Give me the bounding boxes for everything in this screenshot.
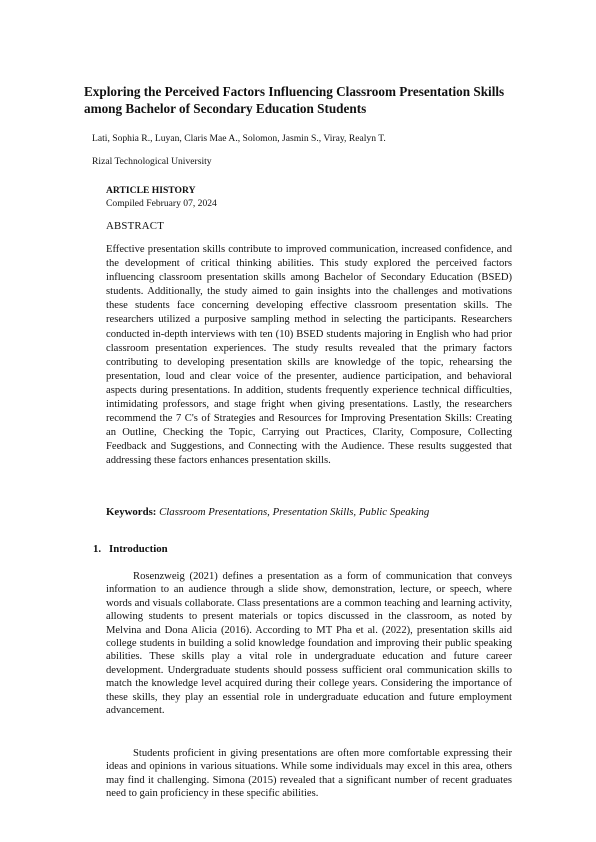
compiled-date: Compiled February 07, 2024 [106, 198, 217, 209]
paper-title: Exploring the Perceived Factors Influencing Classroom Presentation Skills among Bachelor of Secondary Education Students [84, 84, 505, 116]
article-history-heading: ARTICLE HISTORY [106, 185, 196, 196]
body-paragraph-2: Students proficient in giving presentations are often more comfortable expressing their ideas and opinions in various situations. While some individuals may excel in this area, others may find it challenging. Simona (2015) revealed that a significant number of recent graduates need to gain proficiency in these specific abilities. [106, 748, 512, 800]
body-paragraph-1: Rosenzweig (2021) defines a presentation as a form of communication that conveys information to an audience through a slide show, demonstration, lecture, or speech, where words and visuals collaborate. Class presentations are a common teaching and learning activity, allowing students to present materials or topics discussed in the classroom, as noted by Melvina and Dona Alicia (2016). According to MT Pha et al. (2022), presentation skills aid college students in building a solid knowledge foundation and improving their public speaking abilities. These skills play a vital role in undergraduate education and future career development. Undergraduate students should possess sufficient oral communication skills to match the knowledge level acquired during their college years. Considering the importance of these skills, they play an essential role in undergraduate education and future employment advancement. [106, 571, 512, 717]
section-number: 1. [93, 543, 102, 555]
keywords-line [106, 506, 429, 518]
abstract-text: Effective presentation skills contribute to improved communication, increased confidence, and the development of critical thinking abilities. This study explored the perceived factors influencing classroom presentation skills among Bachelor of Secondary Education (BSED) students. Additionally, the study aimed to gain insights into the challenges and motivations these students face concerning developing effective classroom presentation skills. The researchers utilized a purposive sampling method in selecting the participants. Researchers conducted in-depth interviews with ten (10) BSED students majoring in English who had prior classroom presentation experiences. The study results revealed that the primary factors contributing to developing presentation skills are knowledge of the topic, rehearsing the presentation, loud and clear voice of the presenter, audience participation, and behavioral aspects during presentations. In addition, students frequently experience technical difficulties, intimidating professors, and stage fright when giving presentations. Lastly, the researchers recommend the 7 C's of Strategies and Resources for Improving Presentation Skills: Creating an Outline, Checking the Topic, Carrying out Practices, Clarity, Composure, Collecting Feedback and Suggestions, and Connecting with the Audience. These results suggested that addressing these factors enhances presentation skills. [106, 244, 512, 467]
section-heading-introduction [93, 543, 168, 555]
keywords-list: Classroom Presentations, Presentation Skills, Public Speaking [159, 506, 430, 518]
author-list: Lati, Sophia R., Luyan, Claris Mae A., Solomon, Jasmin S., Viray, Realyn T. [92, 133, 386, 144]
abstract-heading: ABSTRACT [106, 220, 164, 232]
affiliation: Rizal Technological University [92, 156, 212, 167]
section-title: Introduction [109, 543, 168, 555]
keywords-label: Keywords: [106, 506, 157, 518]
